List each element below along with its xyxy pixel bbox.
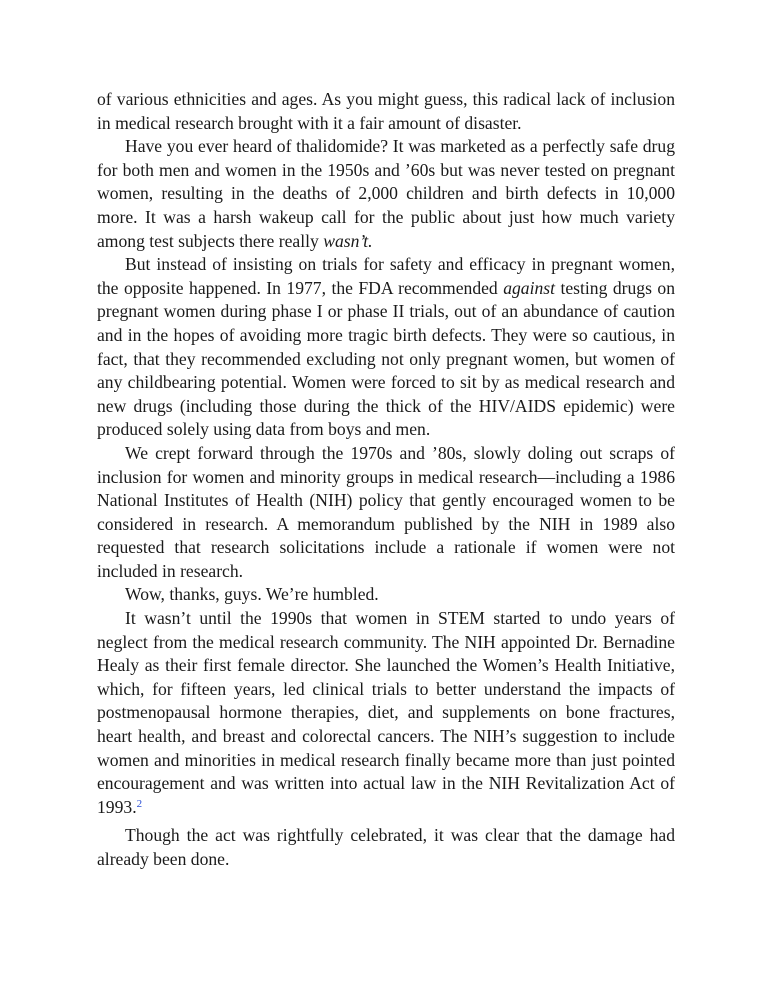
paragraph-6 <box>97 607 675 819</box>
paragraph-3-text-a: But instead of insisting on trials for safety and efficacy in pregnant women, the opposite happened. In 1977, the FDA recommended <box>97 254 675 298</box>
paragraph-4-text: We crept forward through the 1970s and ’80s, slowly doling out scraps of inclusion for women and minority groups in medical research—including a 1986 National Institutes of Health (NIH) policy that gently encouraged women to be considered in research. A memorandum published by the NIH in 1989 also requested that research solicitations include a rationale if women were not included in research. <box>97 442 675 581</box>
emphasis-wasnt: wasn’t. <box>323 230 373 251</box>
paragraph-5 <box>97 583 675 607</box>
paragraph-1-text: of various ethnicities and ages. As you might guess, this radical lack of inclusion in medical research brought with it a fair amount of disaster. <box>97 89 675 133</box>
paragraph-7 <box>97 824 675 871</box>
paragraph-3 <box>97 253 675 442</box>
paragraph-7-text: Though the act was rightfully celebrated, it was clear that the damage had already been done. <box>97 825 675 869</box>
paragraph-6-text: It wasn’t until the 1990s that women in STEM started to undo years of neglect from the medical research community. The NIH appointed Dr. Bernadine Healy as their first female director. She launched the Women’s Health Initiative, which, for fifteen years, led clinical trials to better understand the impacts of postmenopausal hormone therapies, diet, and supplements on bone fractures, heart health, and breast and colorectal cancers. The NIH’s suggestion to include women and minorities in medical research finally became more than just pointed encouragement and was written into actual law in the NIH Revitalization Act of 1993. <box>97 608 675 817</box>
page-body <box>97 88 675 872</box>
paragraph-2-text: Have you ever heard of thalidomide? It was marketed as a perfectly safe drug for both men and women in the 1950s and ’60s but was never tested on pregnant women, resulting in the deaths of 2,000 children and birth defects in 10,000 more. It was a harsh wakeup call for the public about just how much variety among test subjects there really <box>97 136 675 251</box>
emphasis-against: against <box>503 277 556 298</box>
paragraph-1 <box>97 88 675 135</box>
paragraph-2 <box>97 135 675 253</box>
paragraph-4 <box>97 442 675 584</box>
paragraph-5-text: Wow, thanks, guys. We’re humbled. <box>125 584 379 605</box>
footnote-link[interactable]: 2 <box>136 797 143 810</box>
paragraph-3-text-b: testing drugs on pregnant women during phase I or phase II trials, out of an abundance of caution and in the hopes of avoiding more tragic birth defects. They were so cautious, in fact, that they recommended excluding not only pregnant women, but women of any childbearing potential. Women were forced to sit by as medical research and new drugs (including those during the thick of the HIV/AIDS epidemic) were produced solely using data from boys and men. <box>97 277 675 440</box>
